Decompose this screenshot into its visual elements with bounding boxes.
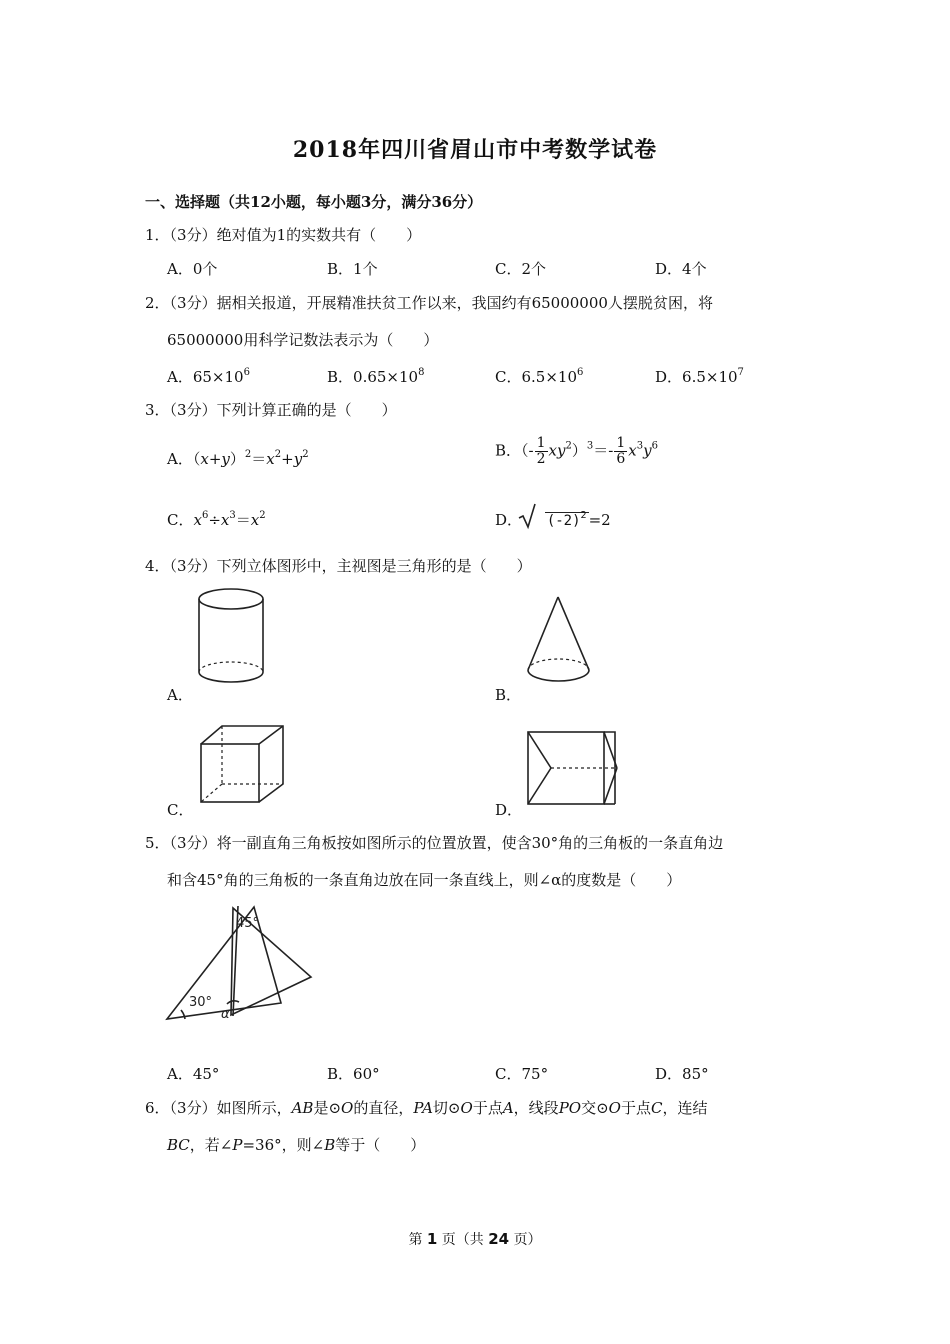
q5-option-c: C．75°	[495, 1065, 549, 1083]
sqrt-radicand: $(-2)^2$	[546, 510, 587, 529]
page-number: 1	[426, 1230, 438, 1248]
page-total: 24	[488, 1230, 510, 1248]
angle-label-alpha: α	[221, 1007, 230, 1022]
cylinder-figure	[195, 588, 270, 688]
prism-figure	[525, 728, 625, 808]
triangle-set-figure	[163, 900, 318, 1025]
q4-stem: 4．（3分）下列立体图形中，主视图是三角形的是（ ）	[145, 557, 532, 575]
q1-option-c: C．2个	[495, 260, 547, 278]
q2-option-a: A．$65\times 10^6$	[167, 367, 250, 386]
q1-option-a: A．0个	[167, 260, 218, 278]
q1-option-d: D．4个	[655, 260, 707, 278]
section-heading: 一、选择题（共12小题，每小题3分，满分36分）	[145, 193, 483, 211]
q3-stem: 3．（3分）下列计算正确的是（ ）	[145, 401, 397, 419]
q5-stem-line1: 5．（3分）将一副直角三角板按如图所示的位置放置，使含30°角的三角板的一条直角边	[145, 834, 724, 852]
angle-label-30: 30°	[189, 995, 213, 1010]
q1-option-b: B．1个	[327, 260, 378, 278]
sqrt-sign-icon	[518, 503, 538, 529]
page-footer: 第 1 页（共 24 页）	[408, 1230, 542, 1248]
fraction-one-sixth: $\frac{1}{6}$	[616, 435, 626, 467]
q6-stem-line2: BC，若∠P=36°，则∠B等于（ ）	[167, 1136, 426, 1154]
q4-label-d: D．	[495, 801, 523, 819]
q1-stem: 1．（3分）绝对值为1的实数共有（ ）	[145, 226, 422, 244]
q3-option-a: A．$(x+y)^2=x^2+y^2$	[167, 449, 309, 468]
q6-stem-line1: 6．（3分）如图所示，AB是⊙O的直径，PA切⊙O于点A，线段PO交⊙O于点C，连结	[145, 1099, 708, 1117]
q3-option-b: B．（- $\frac{1}{2}$ $xy^2)^3=-$ $\frac{1}{6}$ $x^3y^6$	[495, 435, 658, 467]
q5-option-a: A．45°	[167, 1065, 220, 1083]
q2-stem-line2: 65000000用科学记数法表示为（ ）	[167, 331, 439, 349]
q4-label-b: B．	[495, 686, 522, 704]
q2-option-d: D．$6.5\times 10^7$	[655, 367, 744, 386]
angle-label-45: 45°	[236, 916, 260, 931]
q5-stem-line2: 和含45°角的三角板的一条直角边放在同一条直线上，则∠α的度数是（ ）	[167, 871, 682, 889]
q5-option-d: D．85°	[655, 1065, 709, 1083]
q4-label-c: C．	[167, 801, 194, 819]
q2-option-c: C．$6.5\times 10^6$	[495, 367, 584, 386]
q3-option-d: D． $(-2)^2 =2$	[495, 509, 611, 530]
cone-figure	[522, 594, 597, 689]
fraction-one-half: $\frac{1}{2}$	[536, 435, 546, 467]
cube-figure	[198, 724, 290, 809]
q3-option-c: C．$x^6\div x^3=x^2$	[167, 510, 266, 529]
q2-stem-line1: 2．（3分）据相关报道，开展精准扶贫工作以来，我国约有65000000人摆脱贫困，将	[145, 294, 713, 312]
q5-option-b: B．60°	[327, 1065, 380, 1083]
page-title: 2018年四川省眉山市中考数学试卷	[292, 137, 658, 163]
q2-option-b: B．$0.65\times 10^8$	[327, 367, 425, 386]
q4-label-a: A．	[167, 686, 193, 704]
